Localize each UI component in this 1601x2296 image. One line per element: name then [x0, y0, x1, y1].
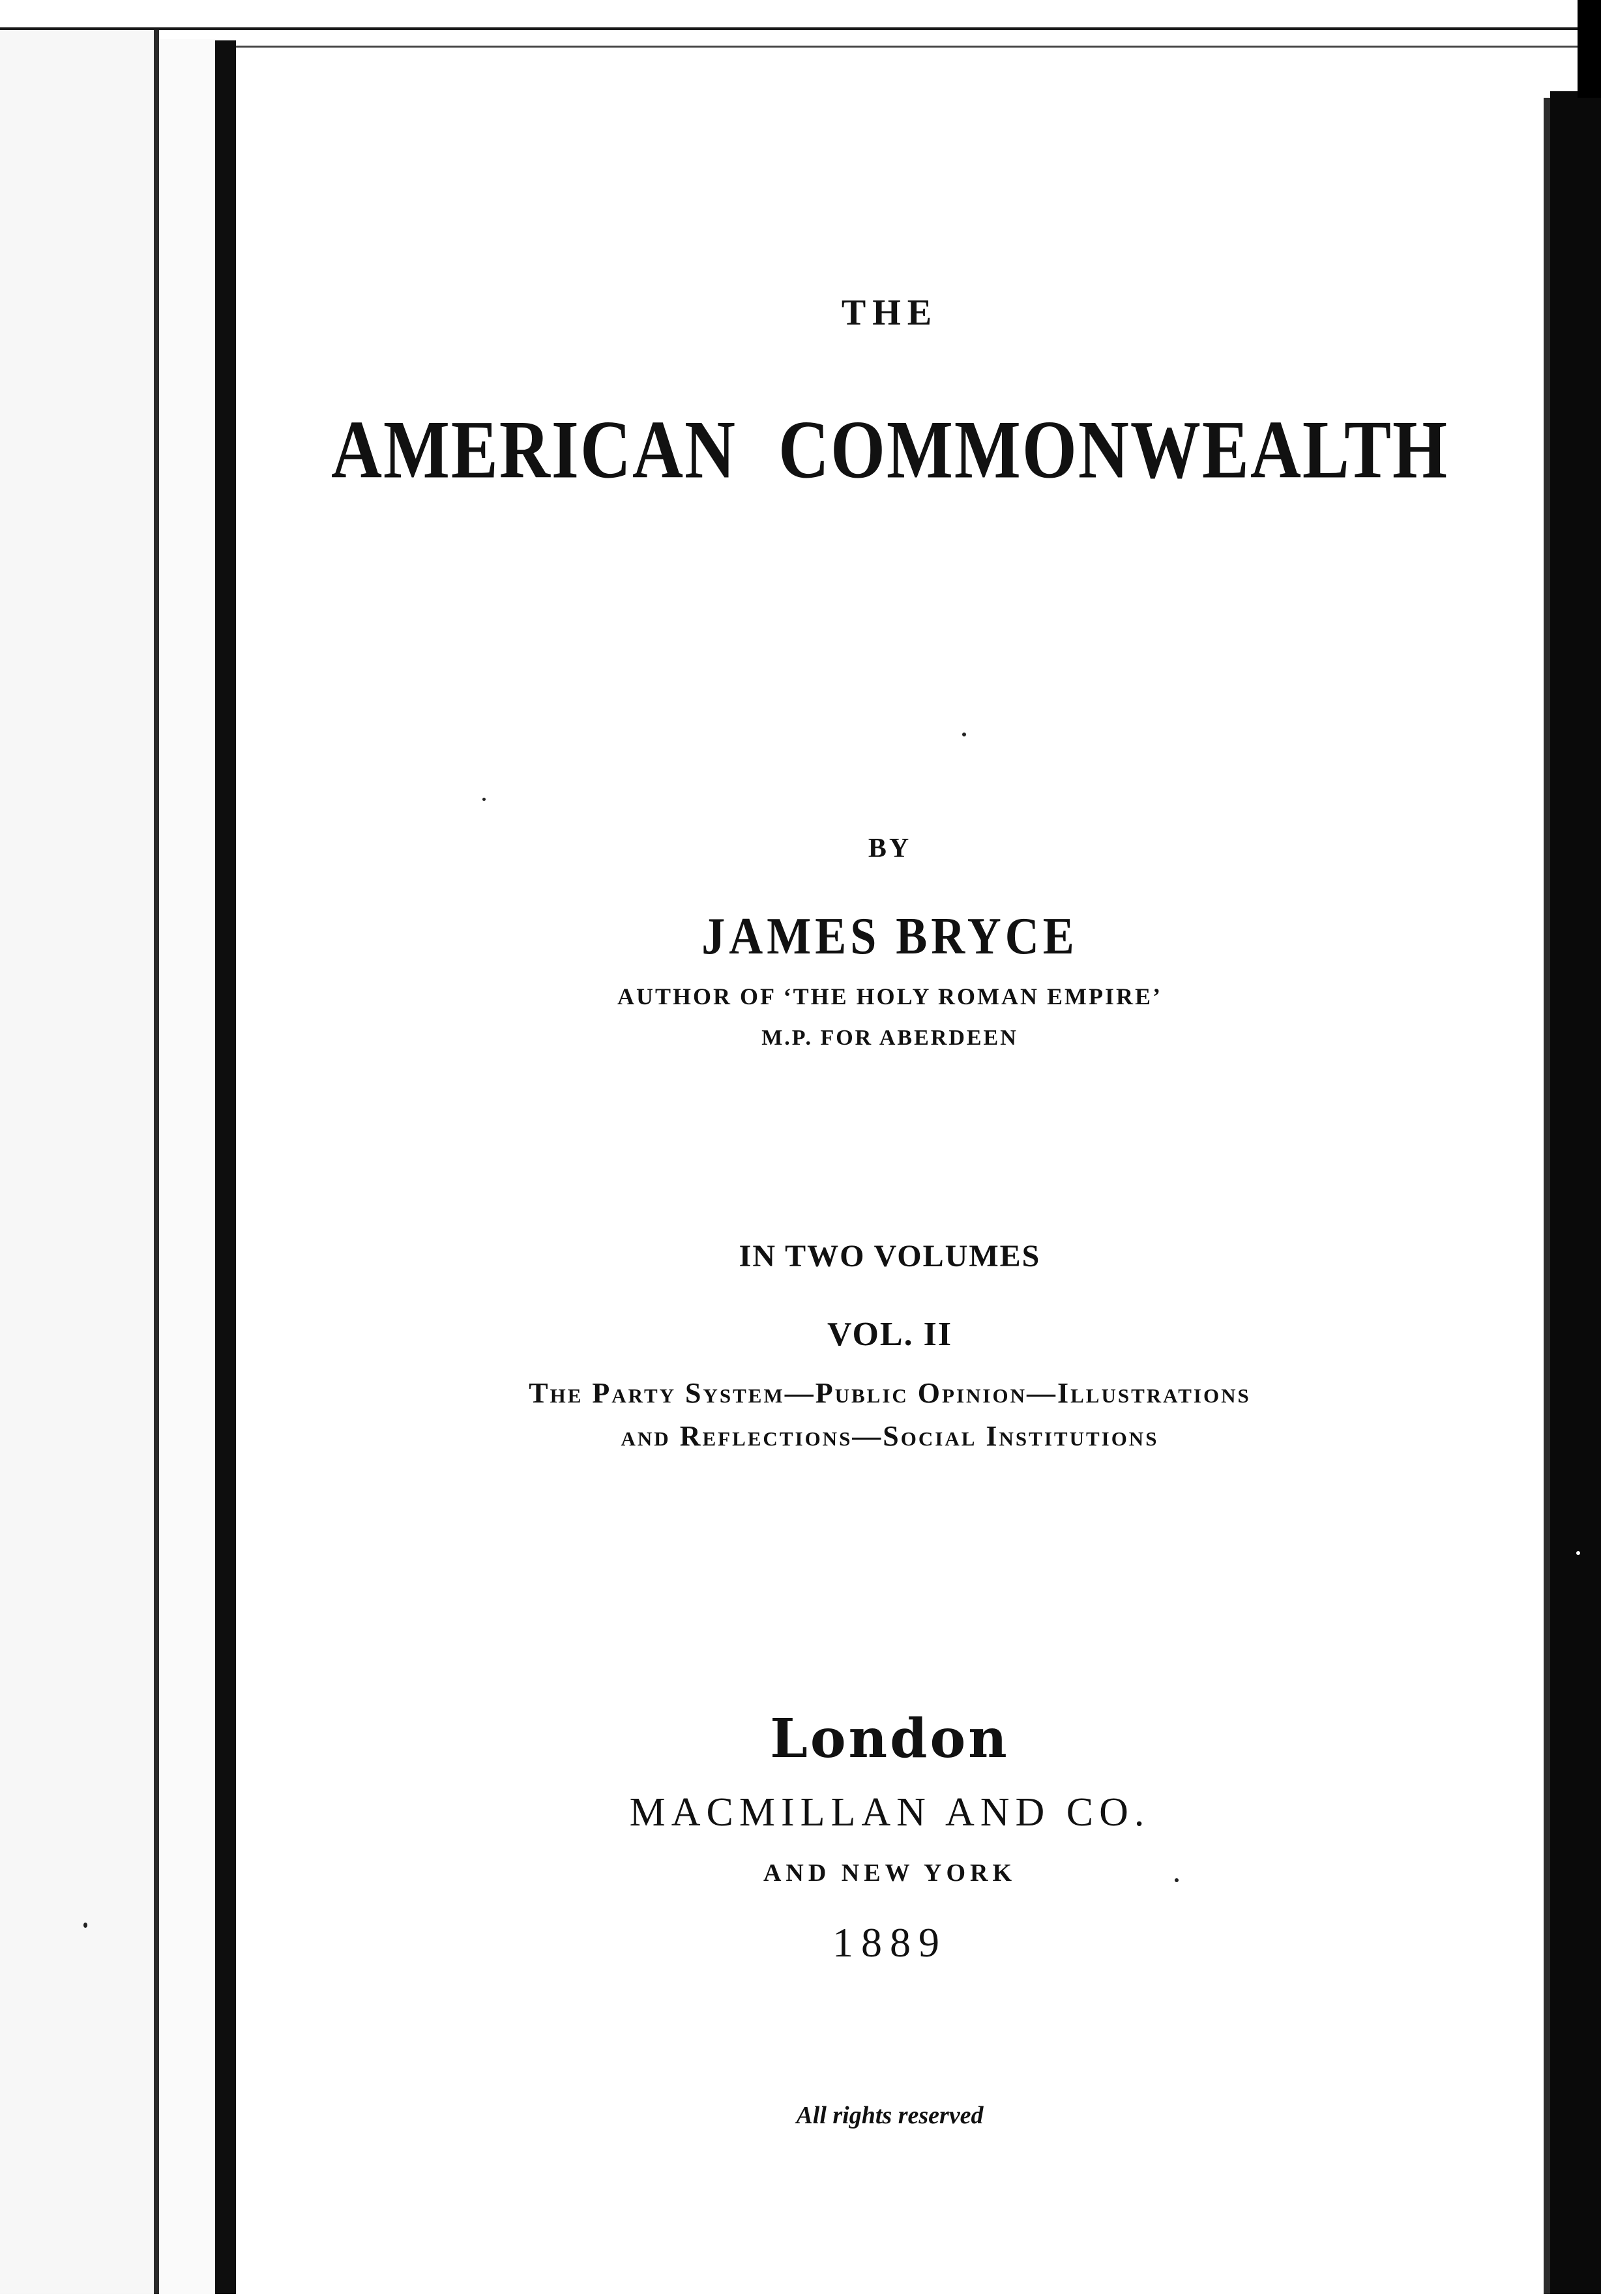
scan-speck [482, 798, 486, 801]
book-title-part-2: COMMONWEALTH [778, 404, 1449, 496]
scan-top-edge [0, 0, 1601, 30]
book-spine [159, 39, 215, 2294]
book-title-part-1: AMERICAN [330, 404, 737, 496]
left-page-leaf [0, 30, 156, 2294]
volume-contents-line-2: and Reflections—Social Institutions [621, 1420, 1159, 1452]
volume-number: VOL. II [827, 1316, 953, 1353]
page-right-edge [1544, 98, 1550, 2294]
publisher-second-city: AND NEW YORK [763, 1859, 1017, 1887]
book-title [236, 403, 1544, 498]
by-line: BY [868, 834, 912, 864]
volume-contents-line-1: The Party System—Public Opinion—Illustrations [529, 1377, 1251, 1409]
volume-count: IN TWO VOLUMES [739, 1239, 1041, 1273]
author-credit-office: M.P. FOR ABERDEEN [761, 1026, 1018, 1050]
publication-year: 1889 [832, 1919, 947, 1966]
imprint-city: London [770, 1707, 1010, 1770]
publisher-name: MACMILLAN AND CO. [629, 1790, 1151, 1835]
rights-notice: All rights reserved [796, 2102, 984, 2129]
left-page-edge [154, 30, 159, 2294]
book-gutter [215, 40, 236, 2294]
scan-corner [1578, 0, 1601, 98]
title-article: THE [841, 293, 939, 333]
author-credit-previous-work: AUTHOR OF ‘THE HOLY ROMAN EMPIRE’ [617, 983, 1162, 1010]
scan-speck [1576, 1551, 1580, 1555]
scan-speck [1175, 1878, 1179, 1882]
scan-speck [83, 1923, 87, 1928]
scan-right-shadow [1550, 91, 1601, 2294]
scan-speck [962, 733, 966, 736]
author-name: JAMES BRYCE [701, 907, 1078, 965]
